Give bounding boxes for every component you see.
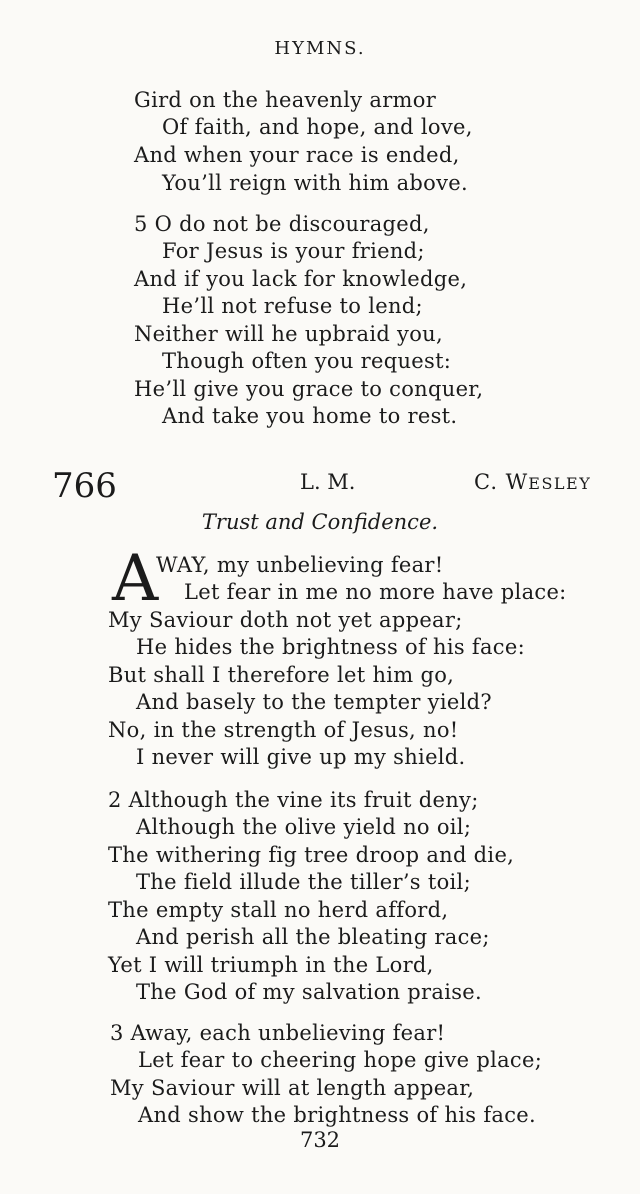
hymn-author	[474, 470, 591, 494]
verse-line: My Saviour doth not yet appear;	[108, 608, 463, 632]
verse-line: Yet I will triumph in the Lord,	[108, 953, 434, 977]
author-initial: C. W	[474, 470, 529, 494]
page-number: 732	[299, 1128, 341, 1152]
verse-line: Although the olive yield no oil;	[136, 815, 472, 839]
verse-line: For Jesus is your friend;	[162, 239, 425, 263]
verse-line: And take you home to rest.	[162, 404, 458, 428]
verse-line: And if you lack for knowledge,	[134, 267, 468, 291]
verse-line: Neither will he upbraid you,	[134, 322, 443, 346]
verse-line: But shall I therefore let him go,	[108, 663, 455, 687]
verse-line: My Saviour will at length appear,	[110, 1076, 475, 1100]
drop-cap: A	[112, 542, 159, 616]
verse-line: No, in the strength of Jesus, no!	[108, 718, 459, 742]
running-head: HYMNS.	[274, 38, 366, 59]
hymn-title: Trust and Confidence.	[201, 510, 439, 534]
verse-line: WAY, my unbelieving fear!	[156, 553, 444, 577]
verse-line: Gird on the heavenly armor	[134, 88, 437, 112]
verse-line: Let fear to cheering hope give place;	[138, 1048, 543, 1072]
verse-line: And when your race is ended,	[134, 143, 460, 167]
verse-line: I never will give up my shield.	[136, 745, 466, 769]
verse-line: And perish all the bleating race;	[136, 925, 490, 949]
verse-line: Though often you request:	[162, 349, 452, 373]
verse-line: 5 O do not be discouraged,	[134, 212, 430, 236]
verse-line: You’ll reign with him above.	[162, 171, 468, 195]
verse-line: Let fear in me no more have place:	[184, 580, 567, 604]
verse-line: He’ll not refuse to lend;	[162, 294, 423, 318]
verse-line: 3 Away, each unbelieving fear!	[110, 1021, 446, 1045]
verse-line: He hides the brightness of his face:	[136, 635, 525, 659]
author-surname-rest: ESLEY	[528, 474, 592, 493]
verse-line: And basely to the tempter yield?	[136, 690, 492, 714]
hymn-meter: L. M.	[300, 470, 356, 494]
hymn-number: 766	[52, 466, 117, 506]
verse-line: The God of my salvation praise.	[136, 980, 483, 1004]
verse-line: And show the brightness of his face.	[138, 1103, 536, 1127]
verse-line: The withering fig tree droop and die,	[108, 843, 515, 867]
verse-line: Of faith, and hope, and love,	[162, 115, 473, 139]
verse-line: The field illude the tiller’s toil;	[136, 870, 471, 894]
verse-line: 2 Although the vine its fruit deny;	[108, 788, 479, 812]
verse-line: The empty stall no herd afford,	[108, 898, 449, 922]
verse-line: He’ll give you grace to conquer,	[134, 377, 484, 401]
